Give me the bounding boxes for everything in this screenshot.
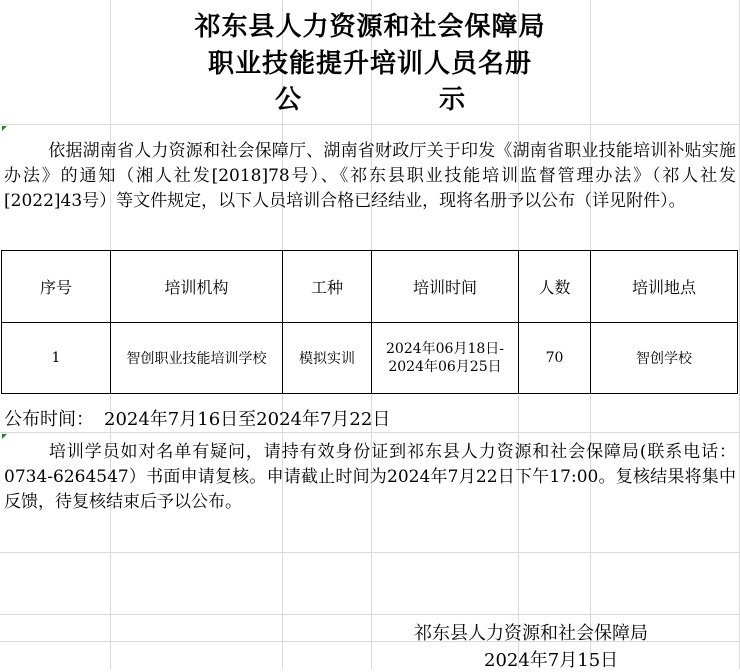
cell-marker-icon — [2, 434, 7, 439]
gridline — [0, 614, 740, 615]
intro-text: 依据湖南省人力资源和社会保障厅、湖南省财政厅关于印发《湖南省职业技能培训补贴实施办法》的通知（湘人社发[2018]78号）、《祁东县职业技能培训监督管理办法》（祁人社发[2022]43号）等文件规定，以下人员培训合格已经结业，现将名册予以公布（详见附件）。 — [4, 141, 736, 211]
column-header: 工种 — [283, 251, 372, 323]
period-end: 2024年06月25日 — [388, 359, 502, 375]
page-subtitle: 职业技能提升培训人员名册 — [207, 49, 532, 79]
training-trade: 模拟实训 — [283, 323, 372, 394]
table-header-row — [2, 251, 738, 323]
training-institution: 智创职业技能培训学校 — [111, 323, 283, 394]
notice-text: 培训学员如对名单有疑问，请持有效身份证到祁东县人力资源和社会保障局(联系电话：0734-6264547）书面申请复核。申请截止时间为2024年7月22日下午17:00。复核结果将集中反馈，待复核结束后予以公布。 — [4, 442, 736, 512]
row-index: 1 — [2, 323, 111, 394]
gridline — [0, 432, 740, 433]
column-header: 人数 — [519, 251, 591, 323]
training-location: 智创学校 — [591, 323, 738, 394]
cell-marker-icon — [2, 126, 7, 131]
announce-label: 公布时间： — [4, 409, 94, 430]
table-row — [2, 323, 738, 394]
intro-paragraph — [4, 139, 736, 214]
signature-date: 2024年7月15日 — [484, 650, 619, 671]
notice-paragraph — [4, 440, 736, 515]
column-header: 培训时间 — [372, 251, 519, 323]
announcement-period — [4, 405, 390, 431]
gridline — [0, 124, 740, 125]
training-period — [372, 323, 519, 394]
roster-table — [1, 250, 738, 394]
gridline — [0, 552, 740, 553]
signature-org: 祁东县人力资源和社会保障局 — [414, 623, 648, 644]
trainee-count: 70 — [519, 323, 591, 394]
column-header: 序号 — [2, 251, 111, 323]
announce-period: 2024年7月16日至2024年7月22日 — [104, 409, 391, 430]
announcement-heading — [0, 79, 740, 116]
period-start: 2024年06月18日- — [386, 341, 504, 357]
column-header: 培训地点 — [591, 251, 738, 323]
page-title: 祁东县人力资源和社会保障局 — [194, 12, 546, 42]
heading-char: 公 — [274, 85, 301, 115]
heading-char: 示 — [438, 85, 465, 115]
column-header: 培训机构 — [111, 251, 283, 323]
